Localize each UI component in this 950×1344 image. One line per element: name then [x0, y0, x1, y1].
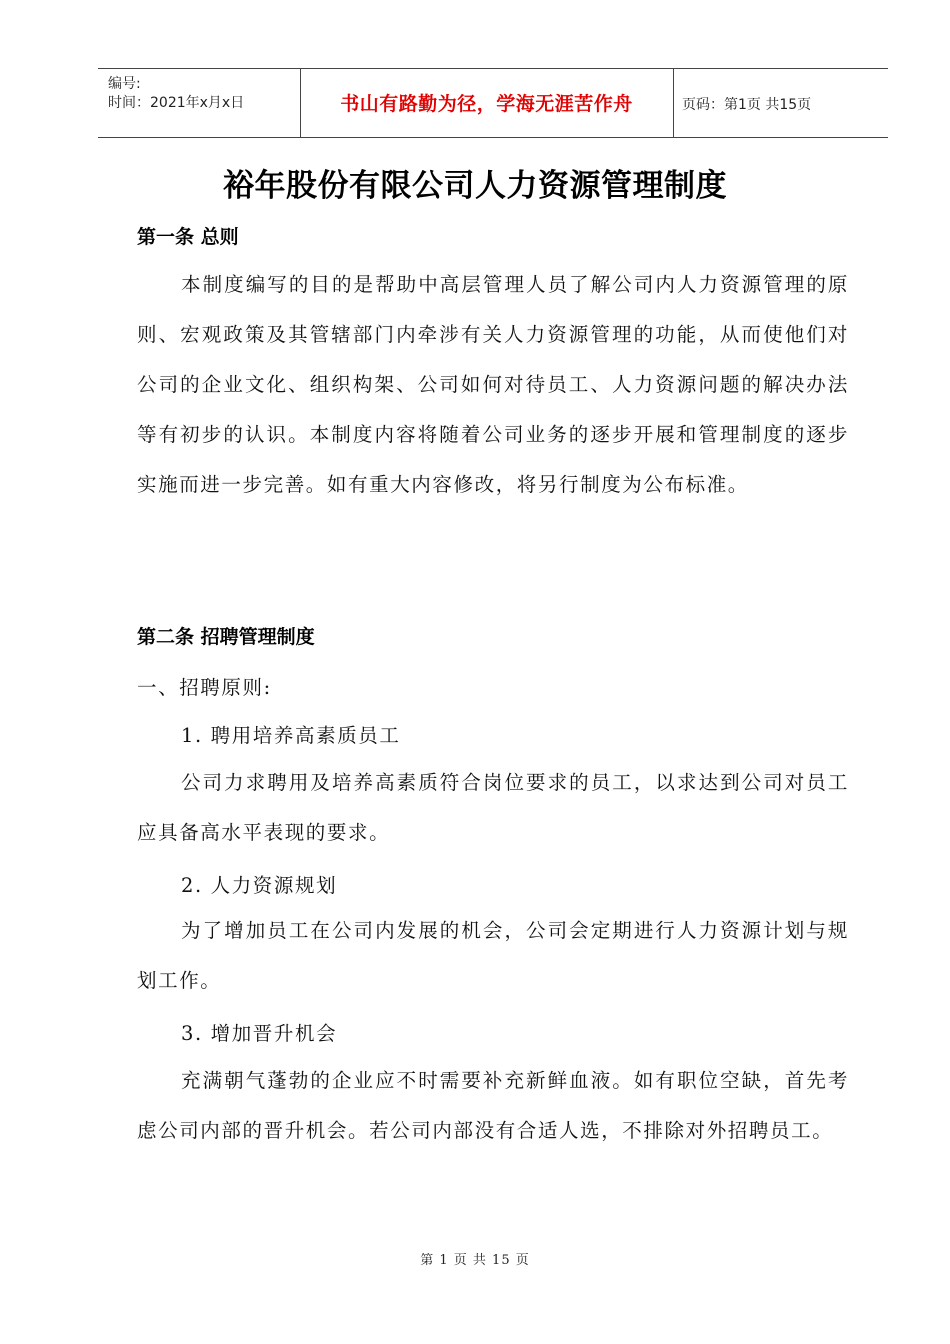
document-title: 裕年股份有限公司人力资源管理制度 [223, 168, 727, 204]
item-1-title: 1. 聘用培养高素质员工 [181, 724, 401, 747]
item-2-title: 2. 人力资源规划 [181, 874, 338, 897]
item-3-title: 3. 增加晋升机会 [181, 1022, 338, 1045]
section-1-heading: 第一条 总则 [137, 226, 239, 248]
document-number-label: 编号: [108, 76, 141, 92]
item-2-body: 为了增加员工在公司内发展的机会，公司会定期进行人力资源计划与规划工作。 [137, 919, 849, 992]
section-2-heading: 第二条 招聘管理制度 [137, 626, 315, 648]
header-page-code: 页码：第1页 共15页 [682, 97, 812, 113]
document-time-label: 时间：2021年x月x日 [108, 95, 245, 111]
header-divider [673, 69, 674, 137]
header-motto: 书山有路勤为径，学海无涯苦作舟 [340, 93, 633, 115]
document-header [98, 68, 888, 138]
recruitment-principles-heading: 一、招聘原则: [137, 676, 272, 699]
item-1-body: 公司力求聘用及培养高素质符合岗位要求的员工，以求达到公司对员工应具备高水平表现的要求。 [137, 771, 849, 844]
header-meta [108, 75, 244, 113]
item-3-body: 充满朝气蓬勃的企业应不时需要补充新鲜血液。如有职位空缺，首先考虑公司内部的晋升机会。若公司内部没有合适人选，不排除对外招聘员工。 [137, 1069, 849, 1142]
page-footer: 第 1 页 共 15 页 [420, 1253, 530, 1268]
section-1-body: 本制度编写的目的是帮助中高层管理人员了解公司内人力资源管理的原则、宏观政策及其管辖部门内牵涉有关人力资源管理的功能，从而使他们对公司的企业文化、组织构架、公司如何对待员工、人力资源问题的解决办法等有初步的认识。本制度内容将随着公司业务的逐步开展和管理制度的逐步实施而进一步完善。如有重大内容修改，将另行制度为公布标准。 [137, 273, 849, 496]
